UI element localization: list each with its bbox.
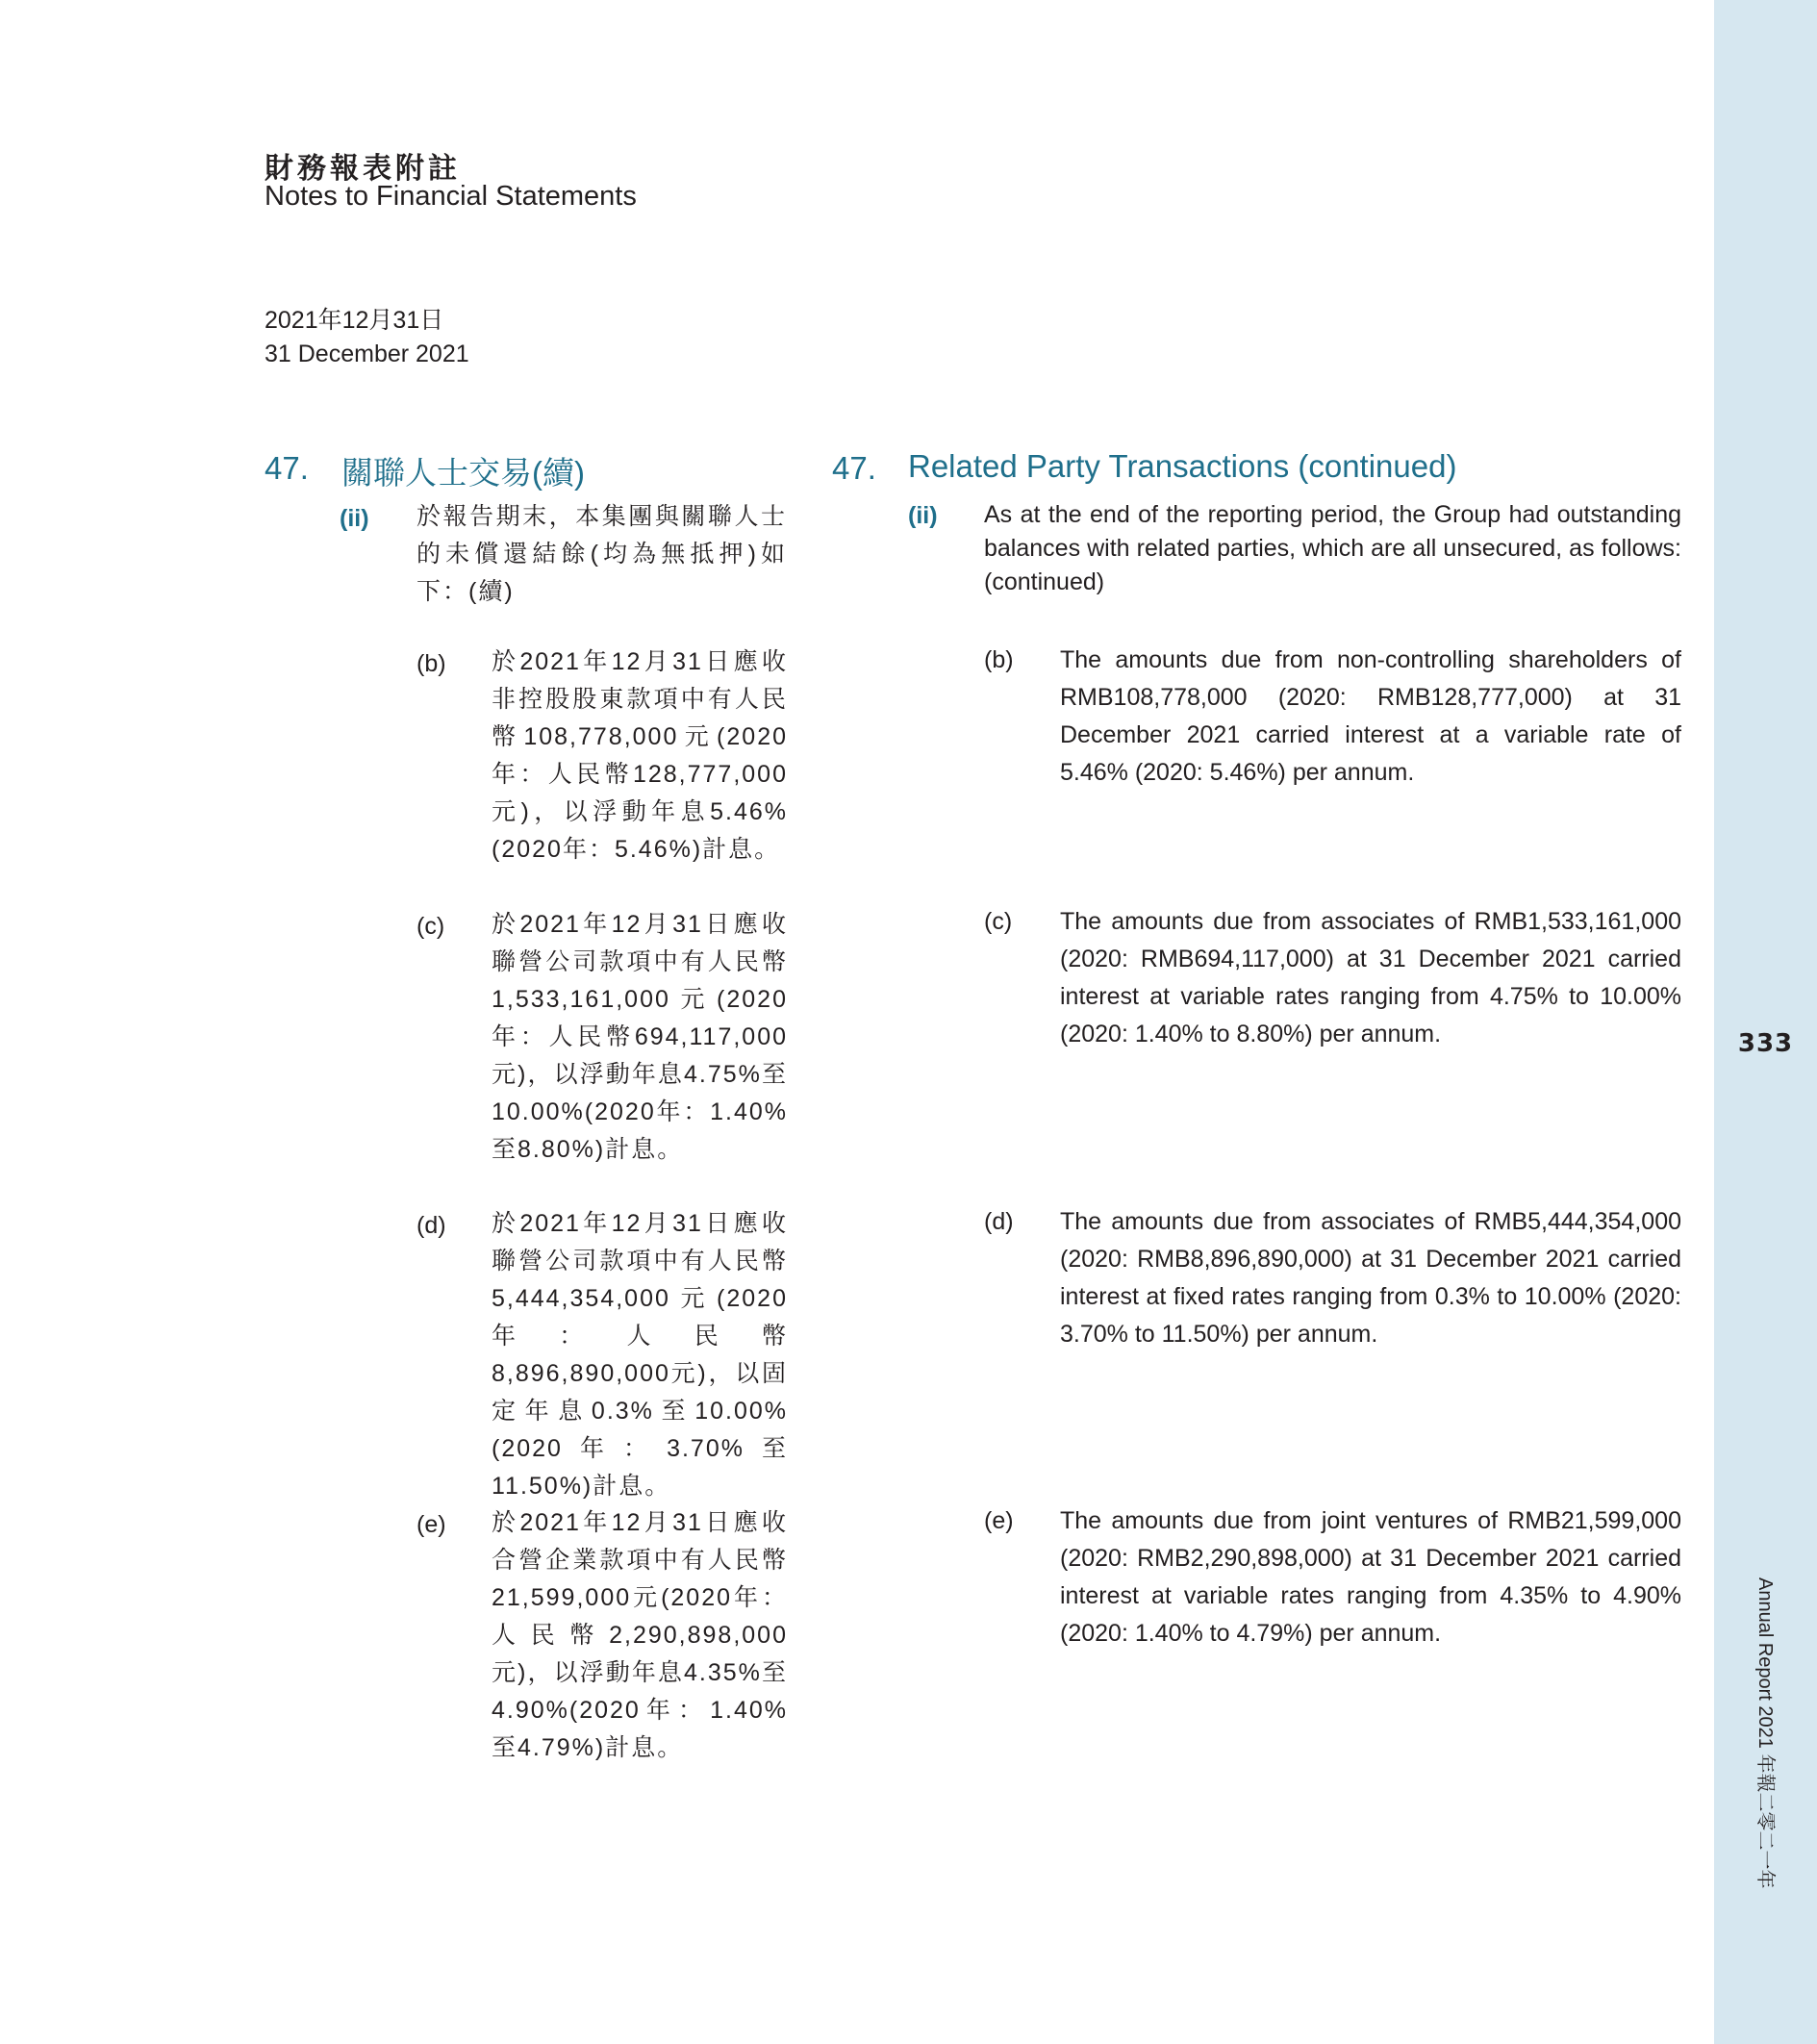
section-title-zh: 關聯人士交易(續) bbox=[341, 455, 585, 491]
date-zh: 2021年12月31日 bbox=[265, 307, 444, 334]
item-b-label-en: (b) bbox=[984, 646, 1014, 673]
item-b-label-zh: (b) bbox=[416, 650, 446, 677]
sub-label-zh: (ii) bbox=[340, 505, 369, 532]
header-title-en: Notes to Financial Statements bbox=[265, 181, 637, 212]
page-number: 333 bbox=[1737, 1029, 1794, 1058]
sub-text-zh: 於報告期末，本集團與關聯人士的未償還結餘(均為無抵押)如下：(續) bbox=[416, 503, 787, 605]
header-title-zh: 財務報表附註 bbox=[265, 152, 461, 186]
sub-text-en: As at the end of the reporting period, the Group had outstanding balances with related parties, which are all unsecured, as follows: (continued) bbox=[984, 501, 1681, 595]
item-b-text-zh: 於2021年12月31日應收非控股股東款項中有人民幣108,778,000元(2020年：人民幣128,777,000元)，以浮動年息5.46%(2020年：5.46%)計息。 bbox=[492, 648, 788, 863]
item-d-label-en: (d) bbox=[984, 1208, 1014, 1235]
section-title-en: Related Party Transactions (continued) bbox=[908, 448, 1457, 484]
section-number-zh: 47. bbox=[265, 450, 309, 486]
date-en: 31 December 2021 bbox=[265, 341, 469, 367]
item-c-text-zh: 於2021年12月31日應收聯營公司款項中有人民幣1,533,161,000元(2020年：人民幣694,117,000元)，以浮動年息4.75%至10.00%(2020年：1.40%至8.80%)計息。 bbox=[492, 911, 788, 1163]
item-d-label-zh: (d) bbox=[416, 1212, 446, 1239]
sub-label-en: (ii) bbox=[908, 502, 938, 529]
item-d-text-en: The amounts due from associates of RMB5,444,354,000 (2020: RMB8,896,890,000) at 31 December 2021 carried interest at fixed rates ranging from 0.3% to 10.00% (2020: 3.70% to 11.50%) per annum. bbox=[1060, 1208, 1681, 1348]
item-e-label-zh: (e) bbox=[416, 1511, 446, 1538]
item-e-text-en: The amounts due from joint ventures of RMB21,599,000 (2020: RMB2,290,898,000) at 31 December 2021 carried interest at variable rates ranging from 4.35% to 4.90% (2020: 1.40% to 4.79%) per annum. bbox=[1060, 1507, 1681, 1647]
item-e-label-en: (e) bbox=[984, 1507, 1014, 1534]
vertical-running-footer bbox=[1754, 1577, 1817, 1889]
section-number-en: 47. bbox=[832, 450, 876, 486]
item-d-text-zh: 於2021年12月31日應收聯營公司款項中有人民幣5,444,354,000元(2020年：人民幣8,896,890,000元)，以固定年息0.3%至10.00%(2020年：3.70%至11.50%)計息。 bbox=[492, 1210, 788, 1500]
vertical-running-footer-text: Annual Report 2021 年報二零二一年 bbox=[1754, 1577, 1776, 1889]
item-c-text-en: The amounts due from associates of RMB1,533,161,000 (2020: RMB694,117,000) at 31 December 2021 carried interest at variable rates ranging from 4.75% to 10.00% (2020: 1.40% to 8.80%) per annum. bbox=[1060, 908, 1681, 1047]
item-c-label-en: (c) bbox=[984, 908, 1013, 935]
item-e-text-zh: 於2021年12月31日應收合營企業款項中有人民幣21,599,000元(2020年：人民幣2,290,898,000元)，以浮動年息4.35%至4.90%(2020年：1.40%至4.79%)計息。 bbox=[492, 1509, 788, 1761]
item-c-label-zh: (c) bbox=[416, 913, 445, 940]
item-b-text-en: The amounts due from non-controlling shareholders of RMB108,778,000 (2020: RMB128,777,000) at 31 December 2021 carried interest at a variable rate of 5.46% (2020: 5.46%) per annum. bbox=[1060, 646, 1681, 786]
